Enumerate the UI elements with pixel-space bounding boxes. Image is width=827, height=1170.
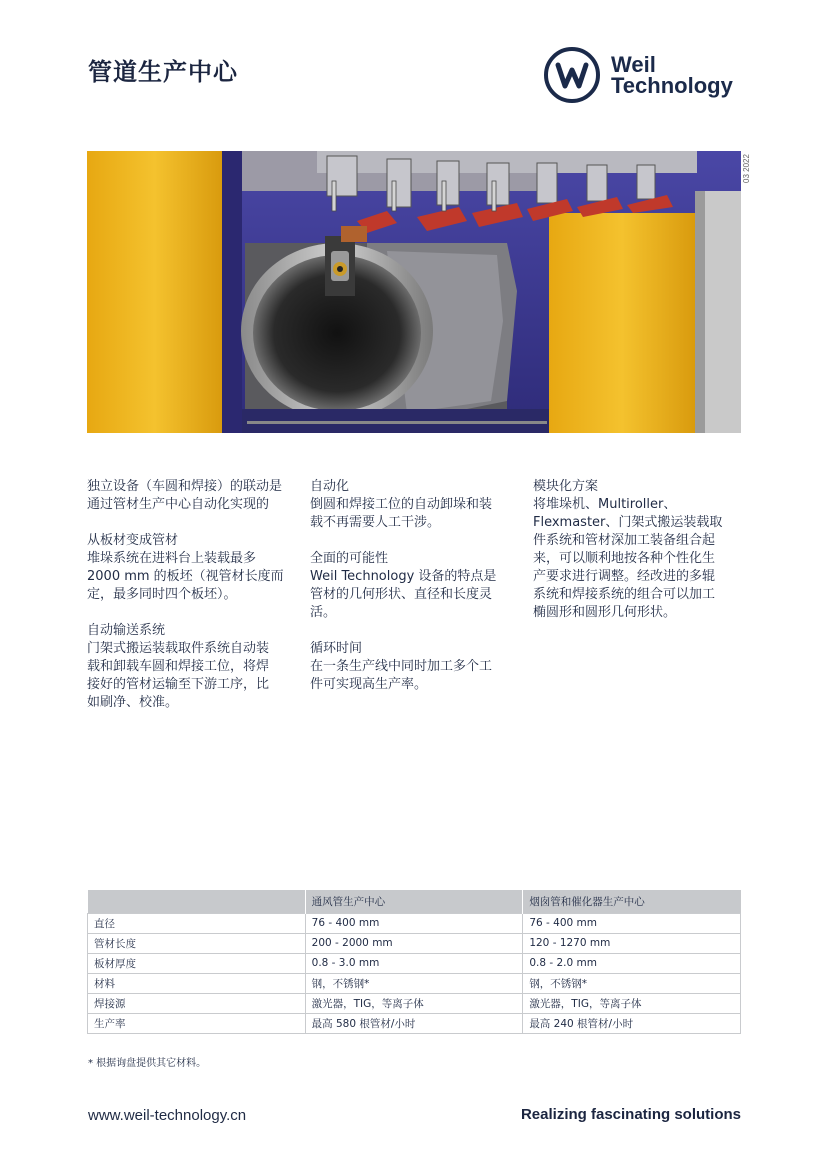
text-line: 如刷净、校准。: [87, 695, 179, 710]
slogan: Realizing fascinating solutions: [520, 1106, 741, 1123]
table-cell: 76 - 400 mm: [305, 913, 523, 933]
section-title-automation: 自动化: [310, 479, 350, 494]
text-line: 来，可以顺利地按各种个性化生: [533, 551, 716, 566]
spec-table: [87, 890, 741, 1034]
text-line: 管材的几何形状、直径和长度灵: [310, 587, 493, 602]
section-title-sheet-to-tube: 从板材变成管材: [87, 533, 179, 548]
column-1: [87, 478, 297, 712]
text-line: 在一条生产线中同时加工多个工: [310, 659, 493, 674]
table-cell: 最高 580 根管材/小时: [305, 1013, 523, 1033]
table-cell: 材料: [88, 973, 306, 993]
footnote: * 根据询盘提供其它材料。: [88, 1058, 207, 1069]
text-line: Weil Technology 设备的特点是: [310, 569, 497, 584]
table-cell: 焊接源: [88, 993, 306, 1013]
text-line: 椭圆形和圆形几何形状。: [533, 605, 677, 620]
intro-line-1: 独立设备（车圆和焊接）的联动是: [87, 479, 283, 494]
table-cell: 0.8 - 3.0 mm: [305, 953, 523, 973]
table-header-row: [88, 890, 741, 913]
table-cell: 钢，不锈钢*: [523, 973, 741, 993]
text-line: 系统和焊接系统的组合可以加工: [533, 587, 716, 602]
table-header-cell: [88, 890, 306, 913]
text-line: 接好的管材运输至下游工序，比: [87, 677, 270, 692]
page-title: 管道生产中心: [88, 58, 238, 86]
hero-photo: [87, 151, 741, 433]
table-row: [88, 913, 741, 933]
table-row: [88, 933, 741, 953]
text-line: 活。: [310, 605, 337, 620]
table-cell: 200 - 2000 mm: [305, 933, 523, 953]
text-line: 定，最多同时四个板坯）。: [87, 587, 237, 602]
edition-text: 03 2022: [741, 154, 751, 183]
weil-logo: [543, 46, 733, 104]
table-cell: 0.8 - 2.0 mm: [523, 953, 741, 973]
table-cell: 激光器，TIG，等离子体: [523, 993, 741, 1013]
website-link[interactable]: www.weil-technology.cn: [88, 1107, 247, 1124]
section-title-modular: 模块化方案: [533, 479, 599, 494]
weil-w-icon: [543, 46, 601, 104]
column-2: [310, 478, 520, 694]
text-line: 倒圆和焊接工位的自动卸垛和装: [310, 497, 493, 512]
pipe-production-photo: [87, 151, 741, 433]
text-line: 2000 mm 的板坯（视管材长度而: [87, 569, 284, 584]
table-header-cell: 烟囱管和催化器生产中心: [523, 890, 741, 913]
table-cell: 钢，不锈钢*: [305, 973, 523, 993]
text-line: 堆垛系统在进料台上装载最多: [87, 551, 257, 566]
section-title-auto-transport: 自动输送系统: [87, 623, 166, 638]
edition-label: [740, 150, 764, 190]
logo-text: [611, 54, 733, 96]
column-3: [533, 478, 743, 622]
table-row: [88, 953, 741, 973]
table-row: [88, 993, 741, 1013]
table-row: [88, 1013, 741, 1033]
table-cell: 最高 240 根管材/小时: [523, 1013, 741, 1033]
text-line: Flexmaster、门架式搬运装载取: [533, 515, 723, 530]
text-line: 载和卸载车圆和焊接工位，将焊: [87, 659, 270, 674]
text-line: 产要求进行调整。经改进的多辊: [533, 569, 716, 584]
text-line: 将堆垛机、Multiroller、: [533, 497, 677, 512]
section-title-cycle-time: 循环时间: [310, 641, 363, 656]
text-line: 件可实现高生产率。: [310, 677, 428, 692]
text-line: 载不再需要人工干涉。: [310, 515, 441, 530]
logo-line-1: Weil: [611, 52, 656, 77]
table-header-cell: 通风管生产中心: [305, 890, 523, 913]
table-row: [88, 973, 741, 993]
table-cell: 直径: [88, 913, 306, 933]
text-line: 件系统和管材深加工装备组合起: [533, 533, 716, 548]
table-cell: 120 - 1270 mm: [523, 933, 741, 953]
intro-line-2: 通过管材生产中心自动化实现的: [87, 497, 270, 512]
table-cell: 生产率: [88, 1013, 306, 1033]
section-title-possibilities: 全面的可能性: [310, 551, 389, 566]
table-cell: 管材长度: [88, 933, 306, 953]
text-line: 门架式搬运装载取件系统自动装: [87, 641, 270, 656]
logo-line-2: Technology: [611, 73, 733, 98]
table-cell: 76 - 400 mm: [523, 913, 741, 933]
table-cell: 板材厚度: [88, 953, 306, 973]
table-cell: 激光器，TIG，等离子体: [305, 993, 523, 1013]
